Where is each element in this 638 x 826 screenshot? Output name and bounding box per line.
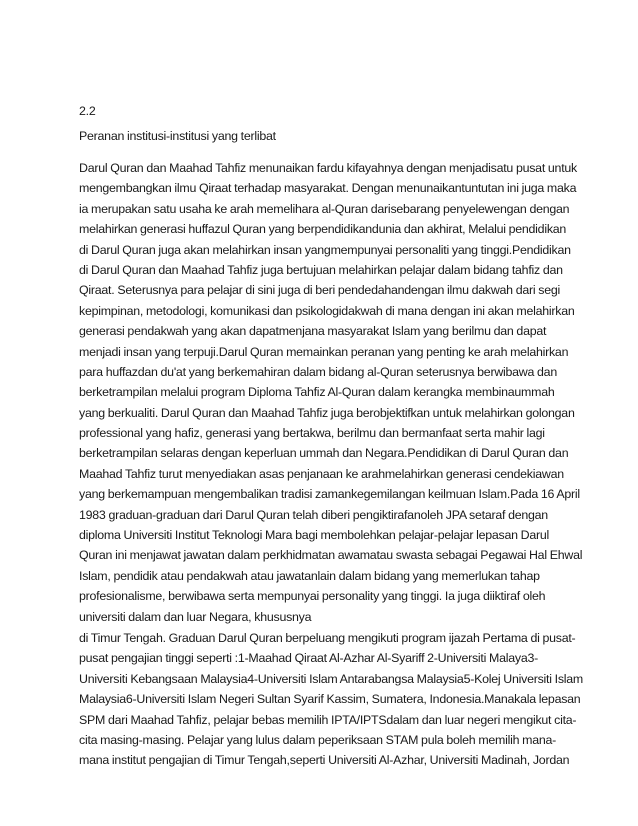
paragraph-line: di Darul Quran dan Maahad Tahfiz juga bertujuan melahirkan pelajar dalam bidang tahfiz dan <box>79 262 563 277</box>
section-number <box>79 101 569 121</box>
section-title-text: Peranan institusi-institusi yang terlibat <box>79 129 276 143</box>
paragraph-line: Malaysia6-Universiti Islam Negeri Sultan Syarif Kassim, Sumatera, Indonesia.Manakala lepasan <box>79 692 581 707</box>
paragraph-line: Darul Quran dan Maahad Tahfiz menunaikan fardu kifayahnya dengan menjadisatu pusat untuk <box>79 161 577 175</box>
paragraph-line: professional yang hafiz, generasi yang bertakwa, berilmu dan bermanfaat serta mahir lagi <box>79 426 545 441</box>
paragraph-line: profesionalisme, berwibawa serta mempunyai personality yang tinggi. Ia juga diiktiraf oleh <box>79 589 546 604</box>
paragraph-line: melahirkan generasi huffazul Quran yang berpendidikandunia dan akhirat, Melalui pendidikan <box>79 222 567 237</box>
paragraph-line: pusat pengajian tinggi seperti :1-Maahad Qiraat Al-Azhar Al-Syariff 2-Universiti Malaya3- <box>79 651 538 666</box>
paragraph-line: di Darul Quran juga akan melahirkan insan yangmempunyai personaliti yang tinggi.Pendidikan <box>79 242 571 257</box>
section-number-text: 2.2 <box>79 104 96 118</box>
paragraph-line: mengembangkan ilmu Qiraat terhadap masyarakat. Dengan menunaikantuntutan ini juga maka <box>79 181 577 196</box>
paragraph-line: yang berkemampuan mengembalikan tradisi zamankegemilangan keilmuan Islam.Pada 16 April <box>79 487 580 502</box>
paragraph-line: cita masing-masing. Pelajar yang lulus dalam peperiksaan STAM pula boleh memilih mana- <box>79 732 557 747</box>
paragraph-line: Quran ini menjawat jawatan dalam perkhidmatan awamatau swasta sebagai Pegawai Hal Ehwal <box>79 548 583 563</box>
paragraph-line: di Timur Tengah. Graduan Darul Quran berpeluang mengikuti program ijazah Pertama di pusat- <box>79 631 576 645</box>
paragraph-line: generasi pendakwah yang akan dapatmenjana masyarakat Islam yang berilmu dan dapat <box>79 324 547 339</box>
paragraph-line: mana institut pengajian di Timur Tengah,seperti Universiti Al-Azhar, Universiti Madinah, Jordan <box>79 753 570 768</box>
paragraph-line: 1983 graduan-graduan dari Darul Quran telah diberi pengiktirafanoleh JPA setaraf dengan <box>79 507 548 522</box>
paragraph-1 <box>79 158 583 627</box>
paragraph-line: Maahad Tahfiz turut menyediakan asas penjanaan ke arahmelahirkan generasi cendekiawan <box>79 466 564 481</box>
paragraph-line: SPM dari Maahad Tahfiz, pelajar bebas memilih IPTA/IPTSdalam dan luar negeri mengikut cita- <box>79 712 577 727</box>
paragraph-line: berketrampilan selaras dengan keperluan ummah dan Negara.Pendidikan di Darul Quran dan <box>79 446 569 461</box>
paragraph-line: para huffazdan du'at yang berkemahiran dalam bidang al-Quran seterusnya berwibawa dan <box>79 364 557 379</box>
paragraph-line: Islam, pendidik atau pendakwah atau jawatanlain dalam bidang yang memerlukan tahap <box>79 568 540 583</box>
paragraph-line: Qiraat. Seterusnya para pelajar di sini juga di beri pendedahandengan ilmu dakwah dari segi <box>79 283 561 298</box>
paragraph-line: ia merupakan satu usaha ke arah memelihara al-Quran darisebarang penyelewengan dengan <box>79 201 570 216</box>
paragraph-line: diploma Universiti Institut Teknologi Mara bagi membolehkan pelajar-pelajar lepasan Darul <box>79 528 550 543</box>
paragraph-line: yang berkualiti. Darul Quran dan Maahad Tahfiz juga berobjektifkan untuk melahirkan golongan <box>79 405 575 420</box>
paragraph-2 <box>79 628 583 771</box>
paragraph-line: menjadi insan yang terpuji.Darul Quran memainkan peranan yang penting ke arah melahirkan <box>79 344 569 359</box>
paragraph-line: universiti dalam dan luar Negara, khususnya <box>79 609 312 624</box>
section-title <box>79 126 569 146</box>
paragraph-line: Universiti Kebangsaan Malaysia4-Universiti Islam Antarabangsa Malaysia5-Kolej Universiti Islam <box>79 671 583 686</box>
paragraph-line: kepimpinan, metodologi, komunikasi dan psikologidakwah di mana dengan ini akan melahirkan <box>79 303 575 318</box>
paragraph-line: berketrampilan melalui program Diploma Tahfiz Al-Quran dalam kerangka membinaummah <box>79 385 555 400</box>
